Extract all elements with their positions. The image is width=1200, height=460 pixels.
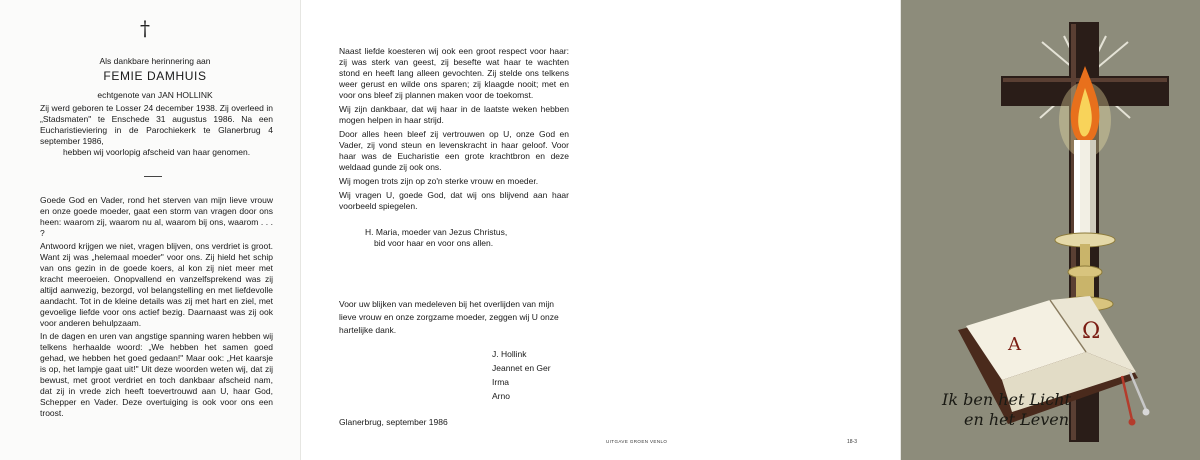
place-date: Glanerbrug, september 1986 xyxy=(339,417,448,427)
middle-text-block xyxy=(339,46,569,215)
paragraph: Wij zijn dankbaar, dat wij haar in de laatste weken hebben mogen helpen in haar strijd. xyxy=(339,104,569,125)
prayer-line: H. Maria, moeder van Jezus Christus, xyxy=(365,227,508,237)
motto xyxy=(942,390,1182,430)
candle-icon xyxy=(1055,140,1115,311)
signer: Irma xyxy=(492,377,509,387)
biography-end: hebben wij voorlopig afscheid van haar genomen. xyxy=(62,147,251,157)
paragraph: Wij mogen trots zijn op zo'n sterke vrouw en moeder. xyxy=(339,176,539,186)
thanks-note: Voor uw blijken van medeleven bij het overlijden van mijn lieve vrouw en onze zorgzame moeder, zeggen wij U onze hartelijke dank. xyxy=(339,299,559,335)
spouse-line: echtgenote van JAN HOLLINK xyxy=(97,90,213,100)
motto-line: Ik ben het Licht xyxy=(942,390,1071,409)
signers xyxy=(492,347,551,403)
paragraph: In de dagen en uren van angstige spanning waren hebben wij telkens herhaalde woord: „We hebben het samen goed gehad, we hebben het goed gedaan!" Maar ook: „Het kaarsje is op, het lampje gaat uit!" Uit deze woorden weten wij, dat zij bewust, met groot verdriet en toch dankbaar afscheid nam, dat zij in vrede zich heeft toevertrouwd aan U, haar God, Schepper en Vader. Deze overtuiging is ook voor ons een troost. xyxy=(40,331,273,418)
left-text-block xyxy=(40,195,273,421)
paragraph: Antwoord krijgen we niet, vragen blijven, ons verdriet is groot. Want zij was „helemaal moeder" voor ons. Zij hield het schip van ons gezin in de goede koers, al kon zij niet meer met kracht meeroeien. Onopvallend en vanzelfsprekend was zij altijd aanwezig, bezorgd, vol belangstelling en met liefdevolle aandacht. Tot in de kleine details was zij met hart en ziel, met gevoelige liefde voor ons actief bezig. Daarnaast was zij ook voor anderen behulpzaam. xyxy=(40,241,273,328)
publisher-imprint: UITGAVE GROEN VENLO xyxy=(606,439,668,444)
signer: Arno xyxy=(492,391,510,401)
prayer-line: bid voor haar en voor ons allen. xyxy=(374,238,494,248)
fold-line xyxy=(300,0,301,460)
cross-symbol: † xyxy=(140,16,150,40)
paragraph: Wij vragen U, goede God, dat wij ons blijvend aan haar voorbeeld spiegelen. xyxy=(339,190,569,211)
biography xyxy=(40,103,273,158)
book-letter-omega: Ω xyxy=(1082,319,1101,344)
paragraph: Naast liefde koesteren wij ook een groot respect voor haar: zij was sterk van geest, zij besefte wat haar te wachten stond en heeft lang alleen gevochten. Zij stelde ons telkens weer gerust en wilde ons sparen; zij klaagde nooit; met en voor ons bleef zij plannen maken voor de toekomst. xyxy=(339,46,569,100)
divider xyxy=(144,176,162,177)
card-code: 18-3 xyxy=(847,439,858,445)
signer: Jeannet en Ger xyxy=(492,363,551,373)
paragraph: Door alles heen bleef zij vertrouwen op U, onze God en Vader, zij vond steun en levenskracht in haar geloof. Voor haar was de Eucharistie een grote krachtbron en deze weldaad gunde zij ook ons. xyxy=(339,129,569,172)
memorial-intro: Als dankbare herinnering aan xyxy=(99,56,211,66)
prayer xyxy=(365,227,575,249)
paragraph: Goede God en Vader, rond het sterven van mijn lieve vrouw en onze goede moeder, gaat een storm van vragen door ons heen: waarom zij, waarom nu al, waarom bij ons, waarom . . . ? xyxy=(40,195,273,238)
deceased-name: FEMIE DAMHUIS xyxy=(103,69,207,83)
biography-main: Zij werd geboren te Losser 24 december 1938. Zij overleed in „Stadsmaten" te Enschede 31 augustus 1986. Na een Eucharistieviering in de Parochiekerk te Glanerbrug 4 september 1986, xyxy=(40,103,273,146)
book-letter-alpha: A xyxy=(1008,334,1021,355)
signer: J. Hollink xyxy=(492,349,527,359)
motto-line: en het Leven xyxy=(964,410,1070,429)
